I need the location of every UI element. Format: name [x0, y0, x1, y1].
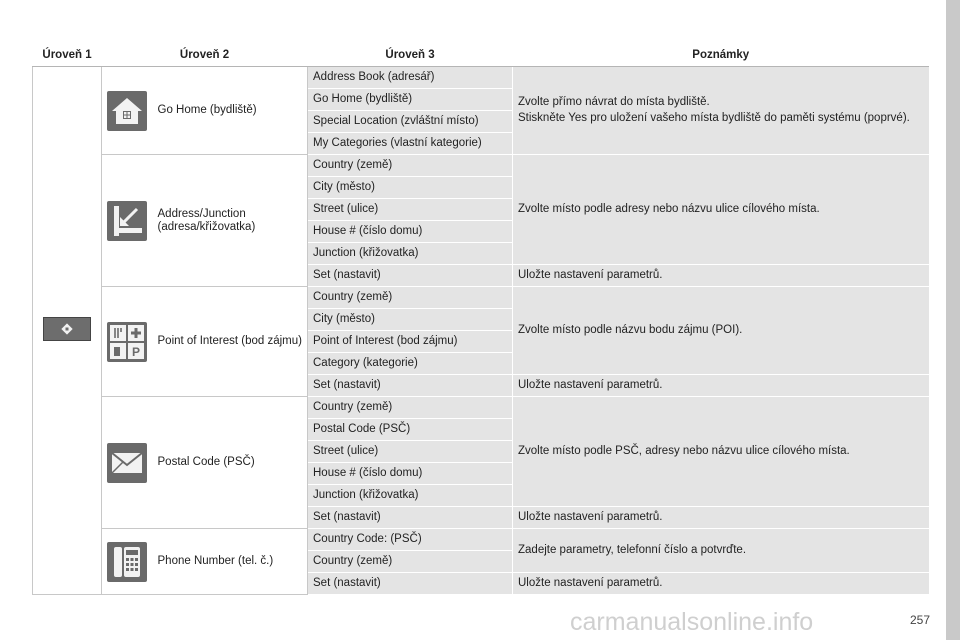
- level-3-item: Junction (křižovatka): [308, 485, 513, 507]
- level-3-item: Go Home (bydliště): [308, 89, 513, 111]
- table-body: [33, 67, 929, 595]
- level-3-item: Category (kategorie): [308, 353, 513, 375]
- table-row: [33, 155, 929, 177]
- level-3-item: House # (číslo domu): [308, 221, 513, 243]
- level-3-item: House # (číslo domu): [308, 463, 513, 485]
- poi-icon: [107, 322, 147, 362]
- set-note: Uložte nastavení parametrů.: [513, 375, 929, 397]
- level-2-icon-cell: [102, 287, 153, 397]
- level-3-item: Point of Interest (bod zájmu): [308, 331, 513, 353]
- note-cell: [513, 155, 929, 265]
- phone-icon: [107, 542, 147, 582]
- level-3-item: Postal Code (PSČ): [308, 419, 513, 441]
- level-3-set-item: Set (nastavit): [308, 507, 513, 529]
- level-3-item: City (město): [308, 177, 513, 199]
- note-text: Zvolte místo podle PSČ, adresy nebo názvu ulice cílového místa.: [518, 445, 850, 457]
- level-3-item: My Categories (vlastní kategorie): [308, 133, 513, 155]
- set-note: Uložte nastavení parametrů.: [513, 573, 929, 595]
- destination-menu-icon: [43, 317, 91, 341]
- level-3-item: Street (ulice): [308, 199, 513, 221]
- header-level-1: Úroveň 1: [33, 44, 102, 67]
- table-row: [33, 67, 929, 89]
- level-3-set-item: Set (nastavit): [308, 375, 513, 397]
- table-header-row: [33, 44, 929, 67]
- level-2-label: Address/Junction (adresa/křižovatka): [153, 155, 308, 287]
- note-cell: [513, 529, 929, 573]
- note-cell: [513, 67, 929, 155]
- level-2-icon-cell: [102, 397, 153, 529]
- note-text: Zadejte parametry, telefonní číslo a potvrďte.: [518, 544, 747, 556]
- level-2-icon-cell: [102, 67, 153, 155]
- note-text: Zvolte místo podle názvu bodu zájmu (POI).: [518, 324, 743, 336]
- home-icon: [107, 91, 147, 131]
- svg-text:P: P: [132, 344, 141, 359]
- navigation-menu-table: [32, 44, 929, 595]
- table-row: [33, 397, 929, 419]
- level-1-cell: [33, 67, 102, 595]
- level-2-label: Phone Number (tel. č.): [153, 529, 308, 595]
- header-level-3: Úroveň 3: [308, 44, 513, 67]
- note-cell: [513, 397, 929, 507]
- level-2-label: Go Home (bydliště): [153, 67, 308, 155]
- note-text: Zvolte přímo návrat do místa bydliště.: [518, 96, 710, 108]
- table-row: [33, 287, 929, 309]
- level-3-item: Street (ulice): [308, 441, 513, 463]
- page-side-bar: [946, 0, 960, 640]
- level-3-item: Country (země): [308, 155, 513, 177]
- note-cell: [513, 287, 929, 375]
- junction-icon: [107, 201, 147, 241]
- level-3-set-item: Set (nastavit): [308, 573, 513, 595]
- header-notes: Poznámky: [513, 44, 929, 67]
- level-3-item: Country (země): [308, 551, 513, 573]
- note-text: Stiskněte Yes pro uložení vašeho místa bydliště do paměti systému (poprvé).: [518, 112, 910, 124]
- set-note: Uložte nastavení parametrů.: [513, 265, 929, 287]
- level-3-item: Country Code: (PSČ): [308, 529, 513, 551]
- level-3-item: Country (země): [308, 287, 513, 309]
- level-2-label: Point of Interest (bod zájmu): [153, 287, 308, 397]
- level-2-label: Postal Code (PSČ): [153, 397, 308, 529]
- header-level-2: Úroveň 2: [102, 44, 308, 67]
- note-text: Zvolte místo podle adresy nebo názvu ulice cílového místa.: [518, 203, 820, 215]
- table-row: [33, 529, 929, 551]
- level-3-item: Address Book (adresář): [308, 67, 513, 89]
- level-3-set-item: Set (nastavit): [308, 265, 513, 287]
- set-note: Uložte nastavení parametrů.: [513, 507, 929, 529]
- envelope-icon: [107, 443, 147, 483]
- level-2-icon-cell: [102, 155, 153, 287]
- watermark: carmanualsonline.info: [570, 608, 814, 636]
- level-3-item: Junction (křižovatka): [308, 243, 513, 265]
- level-3-item: Special Location (zvláštní místo): [308, 111, 513, 133]
- level-2-icon-cell: [102, 529, 153, 595]
- level-3-item: Country (země): [308, 397, 513, 419]
- level-3-item: City (město): [308, 309, 513, 331]
- page-number: 257: [909, 613, 930, 627]
